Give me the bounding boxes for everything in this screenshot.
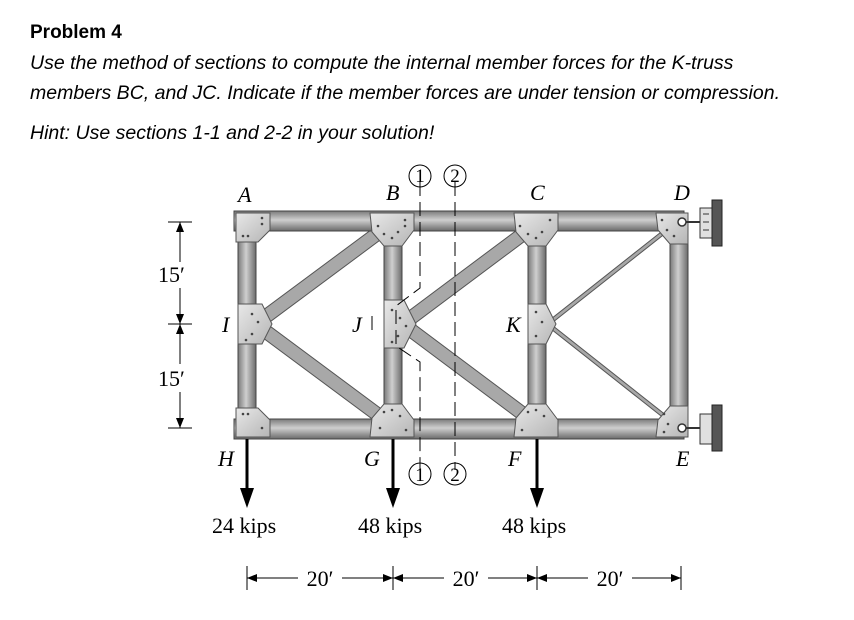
dimension-lower-height: 15′ [158, 366, 185, 391]
member-IG [251, 318, 391, 427]
joint-label-H: H [218, 446, 234, 471]
load-arrows [240, 439, 544, 508]
dimension-upper-height: 15′ [158, 262, 185, 287]
problem-statement-line-2: members BC, and JC. Indicate if the member forces are under tension or compression. [30, 82, 780, 104]
member-KE [543, 318, 675, 427]
joint-label-G: G [364, 446, 380, 471]
joint-label-K: K [506, 312, 521, 337]
problem-statement-line-1: Use the method of sections to compute the internal member forces for the K-truss [30, 52, 734, 74]
section-1-bottom-label: 1 [415, 465, 425, 486]
dimension-span-3: 20′ [596, 566, 624, 591]
top-chord [234, 211, 684, 231]
joint-label-B: B [386, 180, 400, 205]
vertical-DE [670, 226, 688, 424]
diagonal-members [251, 221, 675, 427]
dimension-span-2: 20′ [452, 566, 480, 591]
joint-label-D: D [674, 180, 690, 205]
load-label-G: 48 kips [358, 513, 423, 538]
bottom-chord [234, 419, 684, 439]
section-2-bottom-label: 2 [450, 465, 460, 486]
gusset-plates [236, 213, 688, 437]
section-2-top-label: 2 [450, 166, 460, 187]
joint-label-A: A [238, 182, 252, 207]
plate-H [236, 408, 270, 437]
member-KD [543, 221, 675, 330]
problem-hint: Hint: Use sections 1-1 and 2-2 in your solution! [30, 122, 435, 144]
vertical-dimension [168, 222, 192, 428]
section-1-top-label: 1 [415, 166, 425, 187]
load-label-H: 24 kips [212, 513, 277, 538]
member-IB [251, 221, 391, 330]
rivets [242, 217, 676, 434]
joint-label-F: F [508, 446, 522, 471]
chord-members [234, 211, 688, 439]
joint-label-I: I [222, 312, 230, 337]
joint-label-C: C [530, 180, 545, 205]
joint-label-E: E [676, 446, 690, 471]
joint-label-J: J [352, 312, 362, 337]
plate-J [384, 300, 416, 348]
problem-title: Problem 4 [30, 22, 122, 43]
dimension-span-1: 20′ [306, 566, 334, 591]
plate-A [236, 213, 270, 242]
load-label-F: 48 kips [502, 513, 567, 538]
plate-K [528, 304, 556, 344]
